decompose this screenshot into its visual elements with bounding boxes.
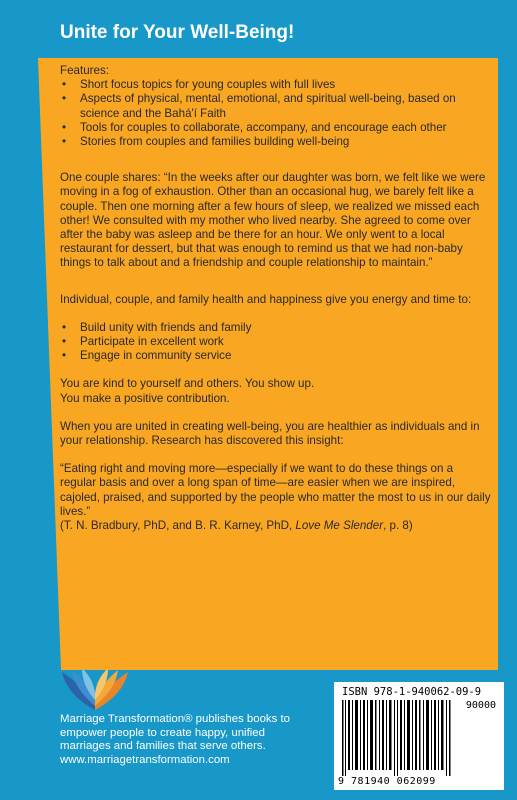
features-list <box>60 78 492 149</box>
united-text: When you are united in creating well-being, you are healthier as individuals and in your relationship. Research has discovered this insight: <box>60 419 480 448</box>
marriage-transformation-logo <box>60 666 130 712</box>
isbn-label: ISBN 978-1-940062-09-9 <box>342 686 482 698</box>
price-code: 90000 <box>465 700 496 711</box>
health-intro: Individual, couple, and family health and happiness give you energy and time to: <box>60 292 472 306</box>
research-quote <box>60 462 492 533</box>
isbn-barcode <box>334 682 504 790</box>
kindness-lines <box>60 377 492 405</box>
kind-line-1: You are kind to yourself and others. You show up. <box>60 377 315 391</box>
cover-copy <box>60 64 492 547</box>
barcode-digits: 9 781940 062099 <box>338 776 436 787</box>
publisher-website[interactable]: www.marriagetransformation.com <box>60 753 230 766</box>
publisher-blurb: Marriage Transformation® publishes books to empower people to create happy, unified marriages and families that serve others. <box>60 713 290 753</box>
couple-story: One couple shares: “In the weeks after our daughter was born, we felt like we were moving in a fog of exhaustion. Other than an occasional hug, we barely felt like a couple. Then one morning after a few hours of sleep, we realized we missed each other! We consulted with my mother who lived nearby. She agreed to come over after the baby was asleep and be there for an hour. We only went to a local restaurant for dessert, but that was enough to remind us that we had non-baby things to talk about and a friendship and couple relationship to maintain.” <box>60 171 486 270</box>
benefits-list <box>60 321 492 364</box>
benefit-item: • Build unity with friends and family <box>60 321 492 335</box>
benefit-item: • Engage in community service <box>60 349 492 363</box>
publisher-info <box>60 713 310 767</box>
feature-item: • Short focus topics for young couples with full lives <box>60 78 492 92</box>
features-heading: Features: <box>60 64 109 77</box>
citation-prefix: (T. N. Bradbury, PhD, and B. R. Karney, PhD, <box>60 519 296 533</box>
feature-item: • Aspects of physical, mental, emotional, and spiritual well-being, based on science and the Bahá'í Faith <box>60 92 492 120</box>
benefit-item: • Participate in excellent work <box>60 335 492 349</box>
quote-text: “Eating right and moving more—especially if we want to do these things on a regular basis and over a long span of time—are easier when we are inspired, cajoled, praised, and supported by the people who matter the most to us in our daily lives.” <box>60 462 491 518</box>
feature-item: • Stories from couples and families building well-being <box>60 135 492 149</box>
barcode-icon <box>342 700 454 776</box>
citation-book: Love Me Slender <box>295 519 384 533</box>
kind-line-2: You make a positive contribution. <box>60 391 230 405</box>
citation-suffix: , p. 8) <box>383 519 413 533</box>
back-cover-title: Unite for Your Well-Being! <box>60 22 295 43</box>
feature-item: • Tools for couples to collaborate, accompany, and encourage each other <box>60 121 492 135</box>
